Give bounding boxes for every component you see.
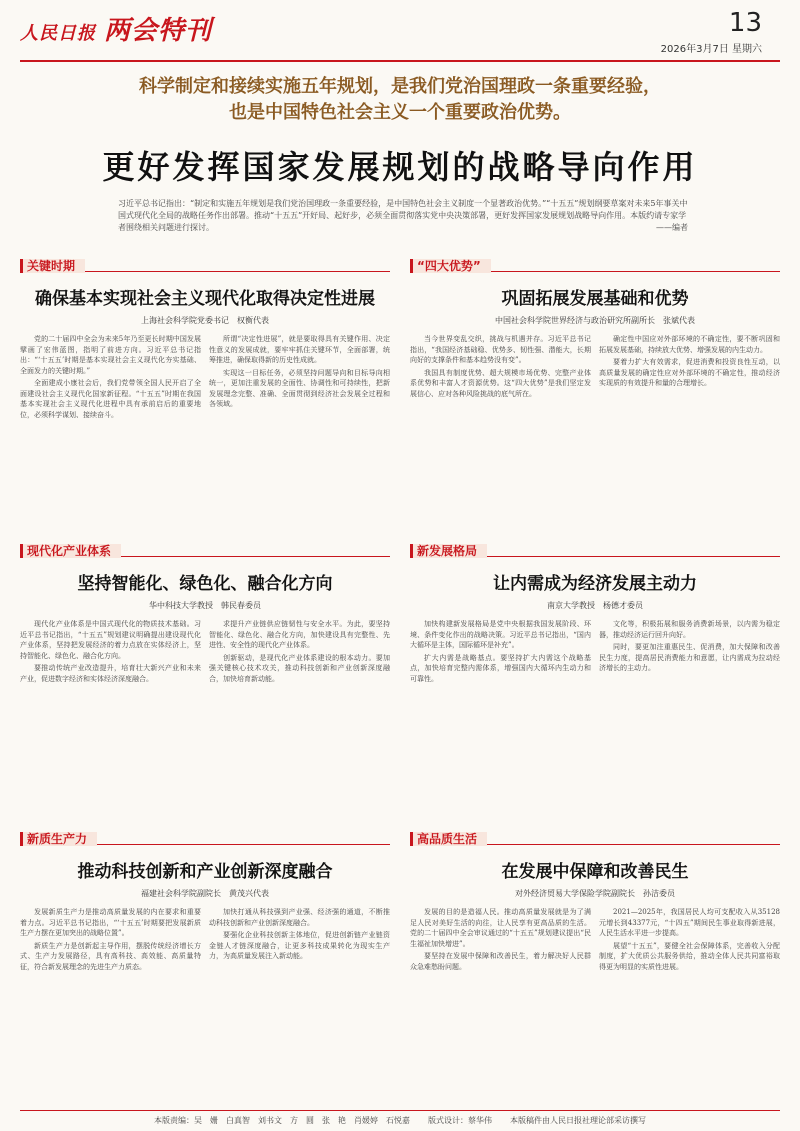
section-header [20, 540, 390, 557]
article-four-advantages [410, 255, 780, 525]
article-title: 确保基本实现社会主义现代化取得决定性进展 [35, 289, 375, 309]
article-column [209, 907, 390, 974]
article-title: 巩固拓展发展基础和优势 [501, 289, 689, 309]
article-title: 让内需成为经济发展主动力 [493, 574, 697, 594]
paragraph: 当今世界变乱交织，挑战与机遇并存。习近平总书记指出，“我国经济基础稳、优势多、韧性强、潜能大，长期向好的支撑条件和基本趋势没有变”。 [410, 335, 591, 364]
editor-intro [118, 198, 688, 234]
page-footer [20, 1110, 780, 1126]
intro-editor: ——编者 [656, 223, 688, 232]
article-column [410, 619, 591, 686]
paragraph: 确定性中国应对外部环境的不确定性，要不断巩固和拓展发展基础，持续放大优势、增强发展的内生动力。 [599, 335, 780, 354]
masthead-divider [20, 60, 780, 62]
paragraph: 要着力扩大有效需求，促进消费和投资良性互动，以高质量发展的确定性应对外部环境的不确定性，推动经济实现质的有效提升和量的合理增长。 [599, 358, 780, 387]
section-label: “四大优势” [410, 259, 491, 273]
article-new-productive-forces [20, 828, 390, 1103]
section-header [410, 540, 780, 557]
article-column [599, 334, 780, 401]
paragraph: 全面建成小康社会后，我们党带领全国人民开启了全面建设社会主义现代化国家新征程。“十五五”时期在我国基本实现社会主义现代化进程中具有承前启后的重要地位，必须科学谋划、接续奋斗。 [20, 379, 201, 419]
paragraph: 展望“十五五”，要健全社会保障体系，完善收入分配制度，扩大优质公共服务供给，推动全体人民共同富裕取得更为明显的实质性进展。 [599, 941, 780, 971]
lead-line-2: 也是中国特色社会主义一个重要政治优势。 [229, 102, 571, 123]
paragraph: 所谓“决定性进展”，就是要取得具有关键作用、决定性意义的发展成就，要牢牢抓住关键环节，全面部署，统筹推进，确保取得新的历史性成就。 [209, 335, 390, 364]
section-header [20, 828, 390, 845]
article-column [209, 619, 390, 686]
article-byline: 福建社会科学院副院长 黄茂兴代表 [141, 889, 269, 898]
footer-partner: 本版稿件由人民日报社理论部采访撰写 [510, 1116, 646, 1125]
intro-text: 习近平总书记指出：“制定和实施五年规划是我们党治国理政一条重要经验，是中国特色社会主义制度一个显著政治优势。”“十五五”规划纲要草案对未来5年事关中国式现代化全局的战略任务作出部署。推动“十五五”开好局、起好步，必须全面贯彻落实党中央决策部署，更好发挥国家发展规划战略导向作用。本版约请专家学者围绕相关问题进行探讨。 [118, 199, 688, 232]
paragraph: 实现这一目标任务，必须坚持问题导向和目标导向相统一，更加注重发展的全面性、协调性和可持续性，把新发展理念完整、准确、全面贯彻到经济社会发展全过程和各领域。 [209, 368, 390, 408]
masthead [0, 0, 800, 62]
section-header [410, 255, 780, 272]
article-column [20, 907, 201, 974]
article-column [599, 907, 780, 974]
section-label: 新质生产力 [20, 832, 97, 846]
article-new-pattern [410, 540, 780, 815]
article-column [410, 334, 591, 401]
article-column [410, 907, 591, 974]
section-header [20, 255, 390, 272]
lead-line-1: 科学制定和接续实施五年规划，是我们党治国理政一条重要经验， [139, 76, 661, 97]
paragraph: 要推动传统产业改造提升，培育壮大新兴产业和未来产业，促进数字经济和实体经济深度融合。 [20, 664, 201, 683]
paragraph: 我国具有制度优势、超大规模市场优势、完整产业体系优势和丰富人才资源优势。这“四大优势”是我们坚定发展信心、应对各种风险挑战的底气所在。 [410, 368, 591, 398]
newspaper-logo [20, 10, 212, 47]
paragraph: 要强化企业科技创新主体地位，促进创新链产业链资金链人才链深度融合，让更多科技成果转化为现实生产力，为高质量发展注入新动能。 [209, 931, 390, 960]
article-column [209, 334, 390, 422]
article-key-period [20, 255, 390, 525]
paper-name: 人民日报 [20, 23, 96, 44]
paragraph: 同时，要更加注重惠民生、促消费，加大保障和改善民生力度，提高居民消费能力和意愿，让内需成为拉动经济增长的主动力。 [599, 643, 780, 672]
section-label: 高品质生活 [410, 832, 487, 846]
paragraph: 党的二十届四中全会为未来5年乃至更长时期中国发展擘画了宏伟蓝图，指明了前进方向。习近平总书记指出：“‘十五五’时期是基本实现社会主义现代化夯实基础、全面发力的关键时期。” [20, 335, 201, 375]
section-label: 关键时期 [20, 259, 85, 273]
section-label: 新发展格局 [410, 544, 487, 558]
footer-editors: 本版责编：吴 姗 白真智 刘书文 方 圆 张 艳 肖媛婷 石悦嘉 [154, 1116, 410, 1125]
article-title: 在发展中保障和改善民生 [501, 862, 689, 882]
page-headline: 更好发挥国家发展规划的战略导向作用 [102, 148, 698, 186]
paragraph: 2021—2025年，我国居民人均可支配收入从35128元增长到43377元，“十四五”期间民生事业取得新进展，人民生活水平进一步提高。 [599, 908, 780, 937]
article-byline: 中国社会科学院世界经济与政治研究所副所长 张斌代表 [495, 316, 695, 325]
issue-date: 2026年3月7日 星期六 [660, 44, 762, 55]
special-edition-title: 两会特刊 [104, 16, 213, 46]
paragraph: 发展新质生产力是推动高质量发展的内在要求和重要着力点。习近平总书记指出，“‘十五五’时期要把发展新质生产力摆在更加突出的战略位置”。 [20, 908, 201, 937]
article-title: 推动科技创新和产业创新深度融合 [77, 862, 333, 882]
article-modern-industry [20, 540, 390, 815]
article-byline: 对外经济贸易大学保险学院副院长 孙洁委员 [515, 889, 675, 898]
article-quality-life [410, 828, 780, 1103]
paragraph: 现代化产业体系是中国式现代化的物质技术基础。习近平总书记指出，“十五五”规划建议明确提出建设现代化产业体系，坚持把发展经济的着力点放在实体经济上，坚持智能化、绿色化、融合化方向。 [20, 620, 201, 660]
paragraph: 新质生产力是创新起主导作用，摆脱传统经济增长方式、生产力发展路径，具有高科技、高效能、高质量特征，符合新发展理念的先进生产力质态。 [20, 941, 201, 971]
page-number: 13 [728, 8, 762, 38]
article-title: 坚持智能化、绿色化、融合化方向 [77, 574, 333, 594]
article-byline: 华中科技大学教授 韩民春委员 [149, 601, 261, 610]
paragraph: 要坚持在发展中保障和改善民生，着力解决好人民群众急难愁盼问题。 [410, 952, 591, 971]
article-column [20, 334, 201, 422]
paragraph: 创新驱动，是现代化产业体系建设的根本动力。要加强关键核心技术攻关，推动科技创新和产业创新深度融合，加快培育新动能。 [209, 653, 390, 683]
paragraph: 加快构建新发展格局是党中央根据我国发展阶段、环境、条件变化作出的战略决策。习近平总书记指出，“国内大循环是主体，国际循环是补充”。 [410, 620, 591, 649]
paragraph: 文化等，积极拓展和服务消费新场景，以内需为稳定器，推动经济运行回升向好。 [599, 620, 780, 639]
paragraph: 加快打通从科技强到产业强、经济强的通道，不断推动科技创新和产业创新深度融合。 [209, 908, 390, 927]
footer-layout: 版式设计：蔡华伟 [428, 1116, 492, 1125]
article-column [20, 619, 201, 686]
article-column [599, 619, 780, 686]
paragraph: 发展的目的是造福人民。推动高质量发展就是为了满足人民对美好生活的向往，让人民享有更高品质的生活。党的二十届四中全会审议通过的“十五五”规划建议提出“民生福祉加快增进”。 [410, 908, 591, 948]
section-header [410, 828, 780, 845]
article-byline: 上海社会科学院党委书记 权衡代表 [141, 316, 269, 325]
article-byline: 南京大学教授 杨德才委员 [547, 601, 643, 610]
paragraph: 扩大内需是战略基点。要坚持扩大内需这个战略基点，加快培育完整内需体系，增强国内大循环内生动力和可靠性。 [410, 653, 591, 683]
section-label: 现代化产业体系 [20, 544, 121, 558]
paragraph: 求提升产业链供应链韧性与安全水平。为此，要坚持智能化、绿色化、融合化方向，加快建设具有完整性、先进性、安全性的现代化产业体系。 [209, 620, 390, 649]
